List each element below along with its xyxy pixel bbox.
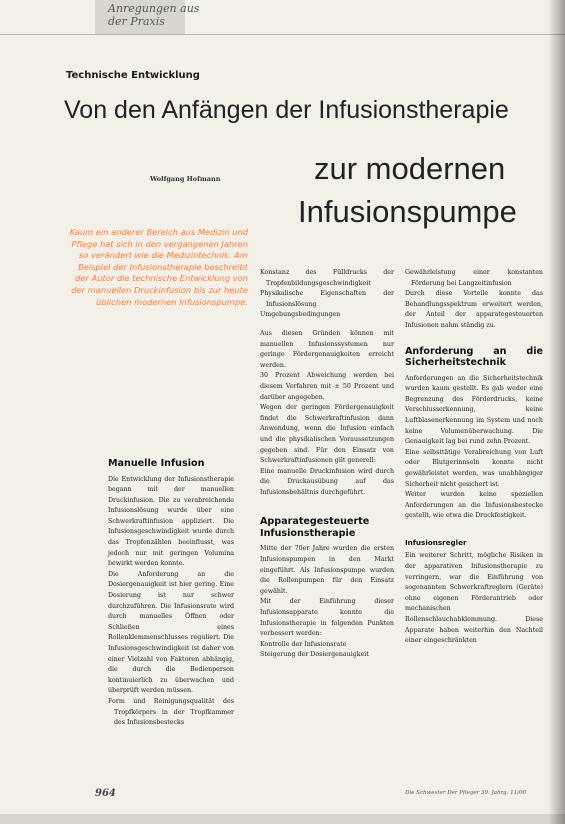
article-title-line-1: Von den Anfängen der Infusionstherapie xyxy=(64,96,509,124)
list-item: Umgebungsbedingungen xyxy=(260,311,341,319)
section-kicker xyxy=(108,2,199,28)
article-intro: Kaum ein anderer Bereich aus Medizin und Pflege hat sich in den vergangenen Jahren so verändert wie die Medizintechnik. Am Beispiel der Infusionstherapie beschreibt der Autor die technische Entwicklung von der manuellen Druckinfusion bis zur heute üblichen modernen Infusionspumpe. xyxy=(69,227,248,307)
section-heading: Anforderung an die Sicherheitstechnik xyxy=(405,345,543,369)
article-title-line-2: zur modernen xyxy=(314,151,506,186)
paragraph: Ein weiterer Schritt, mögliche Risiken in der apparativen Infusionstherapie zu verringern, war die Einführung von sogenannten Schwerkraftreglern (Geräte) ohne eigenen Förderantrieb oder mechanischen Rollenschlauchabklemmung. Diese Apparate haben weiterhin den Nachteil einer eingeschränkten xyxy=(405,552,543,645)
paragraph: Anforderungen an die Sicherheitstechnik wurden kaum gestellt. Es gab weder eine Begrenzung des Förderdrucks, keine Verschlusserkennung, keine Luftblasenerkennung im System und noch keine Volumenüberwachung. Die Genauigkeit lag bei rund zehn Prozent. xyxy=(405,374,543,446)
paragraph: Eine selbsttätige Verabreichung von Luft oder Blutgerinnseln konnte nicht gewährleistet werden, was unabhängiger Sicherheit nicht gesichert ist. xyxy=(405,448,543,488)
page-gutter-shadow xyxy=(548,0,565,824)
text-column-3 xyxy=(405,268,543,647)
paragraph: Mit der Einführung dieser Infusionsapparate konnte die Infusionstherapie in folgenden Punkten verbessert werden: xyxy=(260,598,394,638)
article-topic: Technische Entwicklung xyxy=(66,70,200,81)
list-item: Physikalische Eigenschaften der Infusionslösung xyxy=(260,290,394,308)
section-kicker-line: der Praxis xyxy=(108,15,165,28)
text-column-2 xyxy=(260,268,394,661)
list-item: Konstanz des Fülldrucks der Tropfenbildungsgeschwindigkeit xyxy=(260,269,394,287)
journal-citation: Die Schwester Der Pfleger 39. Jahrg. 11/00 xyxy=(405,790,527,796)
paragraph: 30 Prozent Abweichung werden bei diesem Verfahren mit ± 50 Prozent und darüber angegeben. xyxy=(260,372,394,401)
article-title-line-3: Infusionspumpe xyxy=(298,194,517,229)
bottom-edge xyxy=(0,814,565,824)
paragraph: Durch diese Vorteile konnte das Behandlungsspektrum erweitert werden, der Anteil der apparategesteuerten Infusionen nahm ständig zu. xyxy=(405,290,543,329)
text-column-1 xyxy=(108,448,234,729)
paragraph: Wegen der geringen Fördergenauigkeit findet die Schwerkraftinfusion dann Anwendung, wenn die Infusion einfach und die physikalischen Voraussetzungen gegeben sind. Für den Einsatz von Schwerkraftinfusionen gilt generell: xyxy=(260,404,394,465)
paragraph: Aus diesen Gründen können mit manuellen Infusionssystemen nur geringe Fördergenauigkeiten erreicht werden. xyxy=(260,329,394,369)
list-item: Form und Reinigungsqualität des Tropfkörpers in der Tropfkammer des Infusionsbestecks xyxy=(108,697,234,727)
page-number: 964 xyxy=(95,788,116,799)
list-item: Steigerung der Dosiergenauigkeit xyxy=(260,651,369,659)
sub-heading: Infusionsregler xyxy=(405,537,467,547)
paragraph: Die Entwicklung der Infusionstherapie begann mit der manuellen Druckinfusion. Die zu verabreichende Infusionslösung wurde über eine Schwerkraftinfusion appliziert. Die Infusionsgeschwindigkeit wurde durch das Tropfenzählen beeinflusst, was jedoch nur mit geringen Volumina bewirkt werden konnte. xyxy=(108,475,234,568)
list-item: Gewährleistung einer konstanten Förderung bei Langzeitinfusion xyxy=(405,269,543,287)
paragraph: Die Anforderung an die Dosiergenauigkeit ist hier gering. Eine Dosierung ist nur schwer durchzuführen. Die Infusionsrate wird durch manuelles Öffnen oder Schließen eines Rollenklemmenschlusses reguliert. Die Infusionsgeschwindigkeit ist daher von einer Vielzahl von Faktoren abhängig, die durch die Bedienperson kontinuierlich zu überwachen und überprüft werden müssen. xyxy=(108,570,234,695)
header-rule xyxy=(0,34,565,35)
section-heading: Manuelle Infusion xyxy=(108,458,205,469)
section-kicker-line: Anregungen aus xyxy=(108,2,200,15)
paragraph: Weiter wurden keine speziellen Anforderungen an die Infusionsbestecke gestellt, wie etwa die Druckfestigkeit. xyxy=(405,491,543,520)
article-author: Wolfgang Hofmann xyxy=(150,175,221,183)
list-item: Kontrolle der Infusionsrate xyxy=(260,640,347,648)
section-heading: Apparategesteuerte Infusionstherapie xyxy=(260,516,370,539)
paragraph: Eine manuelle Druckinfusion wird durch die Druckausübung auf das Infusionsbehältnis durchgeführt. xyxy=(260,467,394,496)
paragraph: Mitte der 70er Jahre wurden die ersten Infusionspumpen in den Markt eingeführt. Als Infusionspumpe wurden die Rollenpumpen für den Einsatz gewählt. xyxy=(260,545,394,595)
